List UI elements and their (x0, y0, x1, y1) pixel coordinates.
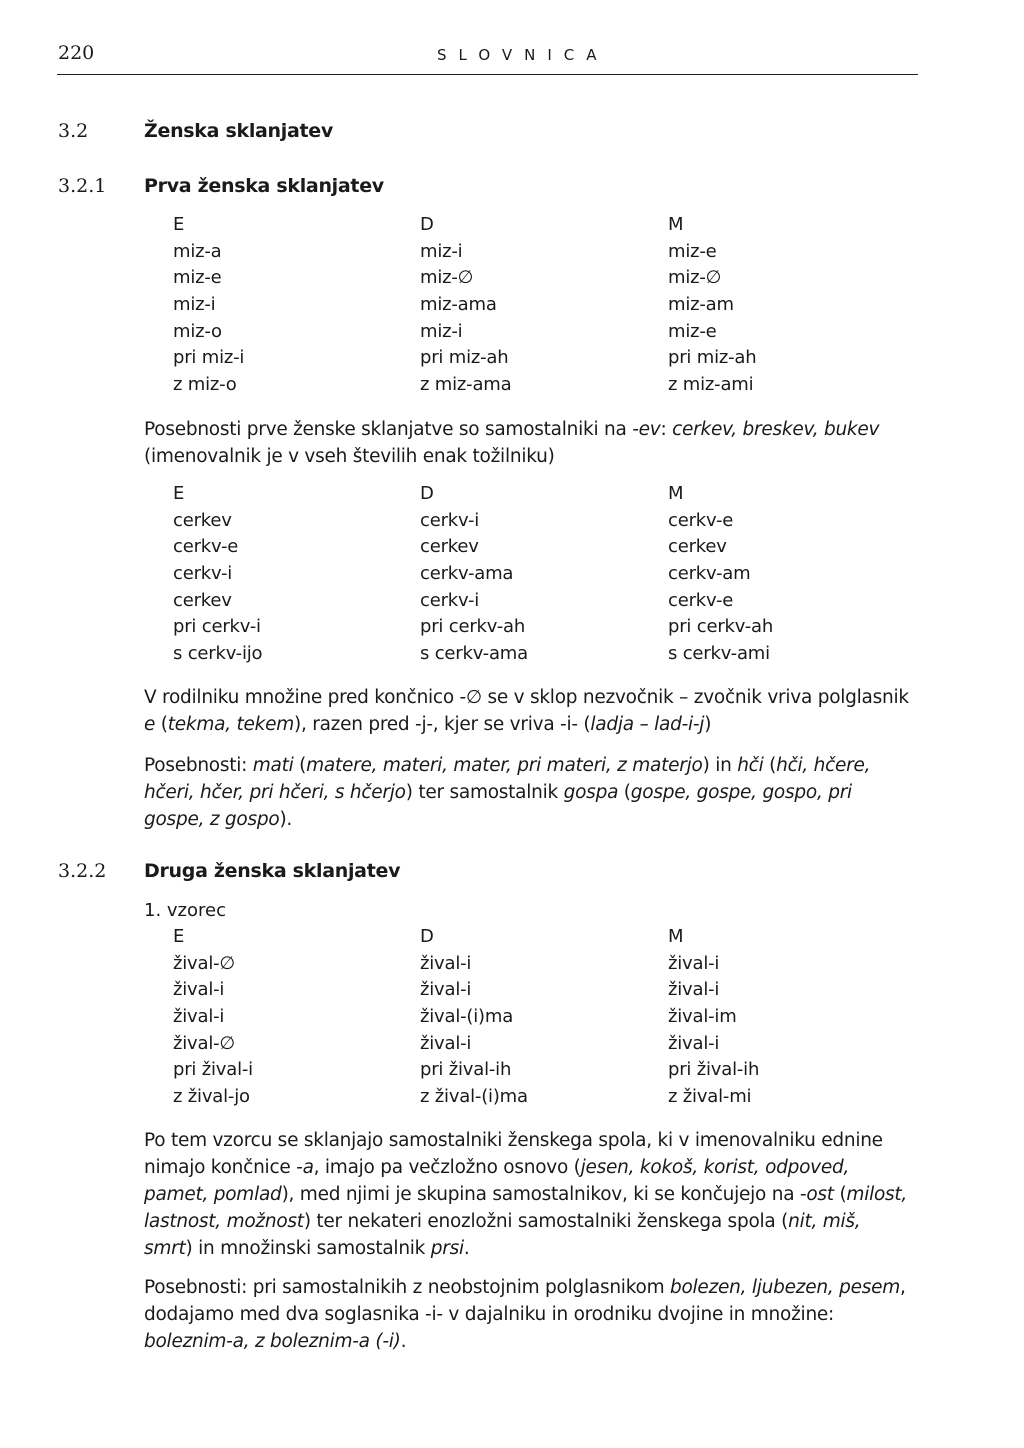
text-run-italic: hči, hčere, hčeri, hčer, pri hčeri, s hčerjo (144, 755, 876, 803)
table-cell: pri miz-ah (668, 347, 757, 369)
section-title: Ženska sklanjatev (144, 120, 333, 142)
text-run: , imajo pa večzložno osnovo ( (313, 1157, 581, 1178)
text-run-italic: -ev (632, 419, 661, 440)
column-header-dvojina: D (420, 483, 434, 504)
text-run: ) in množinski samostalnik (185, 1238, 431, 1259)
paragraph-cerkev-note (144, 416, 914, 470)
table-cell: miz-o (173, 320, 222, 342)
column-header-ednina: E (173, 214, 185, 235)
table-cell: žival-im (668, 1006, 737, 1028)
subsection-title: Prva ženska sklanjatev (144, 175, 384, 197)
table-cell: z miz-ama (420, 374, 512, 396)
text-run-italic: nit, miš, smrt (144, 1211, 867, 1259)
text-run-italic: -a (296, 1157, 314, 1178)
table-cell: miz-i (173, 294, 216, 316)
column-header-dvojina: D (420, 214, 434, 235)
running-head: SLOVNICA (437, 46, 609, 64)
section-number: 3.2 (58, 120, 89, 142)
table-cell: z miz-ami (668, 374, 754, 396)
table-cell: cerkv-e (668, 589, 734, 611)
text-run: Posebnosti prve ženske sklanjatve so samostalniki na (144, 419, 633, 440)
table-cell: žival-i (668, 979, 720, 1001)
table-cell: pri cerkv-i (173, 616, 261, 638)
table-cell: miz-e (668, 320, 717, 342)
text-run-italic: mati (252, 755, 294, 776)
text-run-italic: matere, materi, mater, pri materi, z materjo (306, 755, 703, 776)
table-cell: pri cerkv-ah (420, 616, 526, 638)
text-run-italic: hči (737, 755, 764, 776)
paragraph-polglasnik-note (144, 684, 914, 738)
paragraph-polglasnik-special (144, 1274, 914, 1355)
table-cell: miz-i (420, 320, 463, 342)
text-run: ( (293, 755, 307, 776)
table-cell: cerkv-e (173, 536, 239, 558)
text-run-italic: ladja – lad-i-j (590, 714, 705, 735)
text-run: . (400, 1331, 407, 1352)
subsection-title: Druga ženska sklanjatev (144, 860, 401, 882)
table-cell: pri cerkv-ah (668, 616, 774, 638)
column-header-mnozina: M (668, 214, 684, 235)
text-run-italic: bolezen, ljubezen, pesem (669, 1277, 901, 1298)
table-cell: žival-i (420, 952, 472, 974)
text-run: ), med njimi je skupina samostalnikov, ki se končujejo na (281, 1184, 800, 1205)
table-cell: z žival-jo (173, 1086, 250, 1108)
text-run: ) (704, 714, 712, 735)
table-cell: žival-i (420, 1032, 472, 1054)
table-cell: žival-i (668, 1032, 720, 1054)
table-cell: cerkv-i (420, 589, 480, 611)
page-header (57, 40, 918, 75)
text-run-italic: -ost (799, 1184, 834, 1205)
text-run-italic: milost, lastnost, možnost (144, 1184, 913, 1232)
table-cell: miz-e (668, 240, 717, 262)
table-cell: pri žival-i (173, 1059, 253, 1081)
table-cell: miz-am (668, 294, 734, 316)
table-cell: cerkv-am (668, 563, 751, 585)
subsection-number: 3.2.1 (58, 175, 107, 197)
table-cell: žival-i (420, 979, 472, 1001)
table-cell: miz-a (173, 240, 222, 262)
column-header-ednina: E (173, 926, 185, 947)
table-cell: miz-i (420, 240, 463, 262)
table-cell: cerkev (173, 509, 232, 531)
table-cell: žival-i (173, 979, 225, 1001)
text-run: Po tem vzorcu se sklanjajo samostalniki ženskega spola, ki v imenovalniku ednine nimajo končnice (144, 1130, 889, 1178)
text-run: ( (833, 1184, 847, 1205)
table-cell: pri žival-ih (668, 1059, 760, 1081)
column-header-mnozina: M (668, 926, 684, 947)
column-header-ednina: E (173, 483, 185, 504)
table-cell: cerkev (173, 589, 232, 611)
text-run-italic: boleznim-a, z boleznim-a (-i) (144, 1331, 401, 1352)
text-run-italic: e (144, 714, 156, 735)
table-cell: cerkv-e (668, 509, 734, 531)
text-run-italic: gospe, gospe, gospo, pri gospe, z gospo (144, 782, 858, 830)
text-run: ( (155, 714, 168, 735)
table-cell: miz-∅ (420, 267, 474, 289)
text-run: ) ter samostalnik (405, 782, 564, 803)
text-run-italic: jesen, kokoš, korist, odpoved, pamet, pomlad (144, 1157, 855, 1205)
text-run: Posebnosti: pri samostalnikih z neobstojnim polglasnikom (144, 1277, 670, 1298)
table-cell: pri miz-i (173, 347, 245, 369)
table-cell: s cerkv-ami (668, 643, 770, 665)
table-cell: žival-(i)ma (420, 1006, 514, 1028)
table-cell: cerkev (668, 536, 727, 558)
paragraph-pattern-usage (144, 1127, 914, 1262)
text-run: (imenovalnik je v vseh številih enak tožilniku) (144, 419, 885, 467)
table-cell: žival-∅ (173, 952, 235, 974)
text-run: ) in (702, 755, 738, 776)
table-cell: cerkv-i (420, 509, 480, 531)
table-cell: cerkev (420, 536, 479, 558)
table-cell: pri miz-ah (420, 347, 509, 369)
table-cell: miz-ama (420, 294, 497, 316)
table-cell: cerkv-i (173, 563, 233, 585)
subsection-number: 3.2.2 (58, 860, 107, 882)
text-run-italic: prsi (430, 1238, 464, 1259)
table-cell: s cerkv-ama (420, 643, 528, 665)
table-cell: z žival-mi (668, 1086, 752, 1108)
text-run: ( (618, 782, 631, 803)
table-cell: pri žival-ih (420, 1059, 512, 1081)
text-run: ) ter nekateri enozložni samostalniki ženskega spola ( (303, 1211, 789, 1232)
table-cell: žival-i (668, 952, 720, 974)
column-header-mnozina: M (668, 483, 684, 504)
text-run: , dodajamo med dva soglasnika -i- v dajalniku in orodniku dvojine in množine: (144, 1277, 912, 1325)
text-run: ), razen pred -j-, kjer se vriva -i- ( (293, 714, 591, 735)
text-run: Posebnosti: (144, 755, 253, 776)
table-cell: z žival-(i)ma (420, 1086, 528, 1108)
text-run: ). (279, 809, 293, 830)
table-cell: miz-∅ (668, 267, 722, 289)
table-cell: z miz-o (173, 374, 237, 396)
table-cell: žival-∅ (173, 1032, 235, 1054)
column-header-dvojina: D (420, 926, 434, 947)
table-cell: žival-i (173, 1006, 225, 1028)
page-number: 220 (58, 42, 95, 64)
table-cell: s cerkv-ijo (173, 643, 263, 665)
text-run-italic: gospa (563, 782, 619, 803)
text-run: ( (763, 755, 777, 776)
paragraph-mati-hci-gospa (144, 752, 914, 833)
text-run-italic: tekma, tekem (167, 714, 294, 735)
text-run: V rodilniku množine pred končnico -∅ se v sklop nezvočnik – zvočnik vriva polglasnik (144, 687, 915, 708)
text-run: . (463, 1238, 470, 1259)
table-cell: miz-e (173, 267, 222, 289)
table-cell: cerkv-ama (420, 563, 514, 585)
text-run-italic: cerkev, breskev, bukev (672, 419, 880, 440)
text-run: : (660, 419, 673, 440)
pattern-label: 1. vzorec (144, 900, 226, 921)
